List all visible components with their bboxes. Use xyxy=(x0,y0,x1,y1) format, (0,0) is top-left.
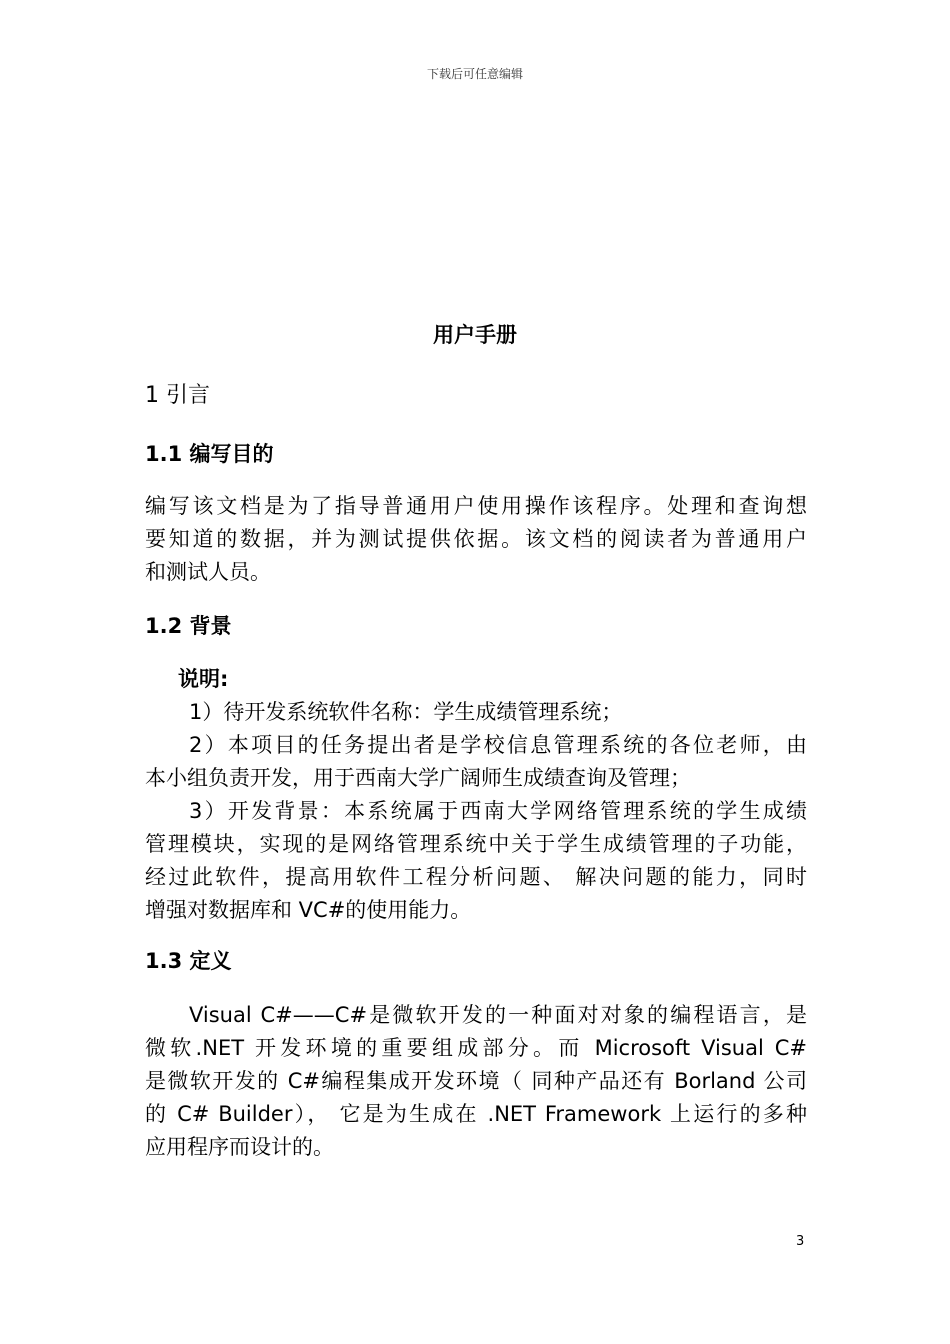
paragraph-line: 要知道的数据，并为测试提供依据。该文档的阅读者为普通用户 xyxy=(145,527,807,551)
paragraph-line: 2）本项目的任务提出者是学校信息管理系统的各位老师，由 xyxy=(189,733,807,757)
paragraph-line: 本小组负责开发，用于西南大学广阔师生成绩查询及管理； xyxy=(145,766,691,790)
paragraph-line: 微软.NET 开发环境的重要组成部分。而 Microsoft Visual C# xyxy=(145,1036,807,1060)
page-number: 3 xyxy=(796,1234,805,1249)
paragraph-line: 经过此软件，提高用软件工程分析问题、 解决问题的能力，同时 xyxy=(145,865,807,889)
section-heading-1-1: 1.1 编写目的 xyxy=(145,442,274,466)
paragraph-line: 管理模块，实现的是网络管理系统中关于学生成绩管理的子功能， xyxy=(145,832,807,856)
section-1-3-paragraph xyxy=(145,999,807,1164)
section-1-2-paragraph xyxy=(145,663,807,927)
paragraph-line: 编写该文档是为了指导普通用户使用操作该程序。处理和查询想 xyxy=(145,494,807,518)
explanation-label: 说明: xyxy=(178,667,229,691)
paragraph-line: 的 C# Builder）， 它是为生成在 .NET Framework 上运行的多种 xyxy=(145,1102,807,1126)
page-title: 用户手册 xyxy=(433,323,517,347)
header-note: 下载后可任意编辑 xyxy=(426,67,523,81)
paragraph-line: 应用程序而设计的。 xyxy=(145,1135,334,1159)
paragraph-line: 和测试人员。 xyxy=(145,560,271,584)
paragraph-line: 是微软开发的 C#编程集成开发环境（ 同种产品还有 Borland 公司 xyxy=(145,1069,807,1093)
paragraph-line: 3）开发背景：本系统属于西南大学网络管理系统的学生成绩 xyxy=(189,799,807,823)
section-heading-1-3: 1.3 定义 xyxy=(145,949,232,973)
paragraph-line: 增强对数据库和 VC#的使用能力。 xyxy=(145,898,472,922)
paragraph-line: Visual C#——C#是微软开发的一种面对对象的编程语言，是 xyxy=(189,1003,807,1027)
section-heading-1: 1 引言 xyxy=(145,383,210,408)
section-1-1-paragraph xyxy=(145,490,807,589)
section-heading-1-2: 1.2 背景 xyxy=(145,614,232,638)
paragraph-line: 1）待开发系统软件名称：学生成绩管理系统； xyxy=(189,700,623,724)
